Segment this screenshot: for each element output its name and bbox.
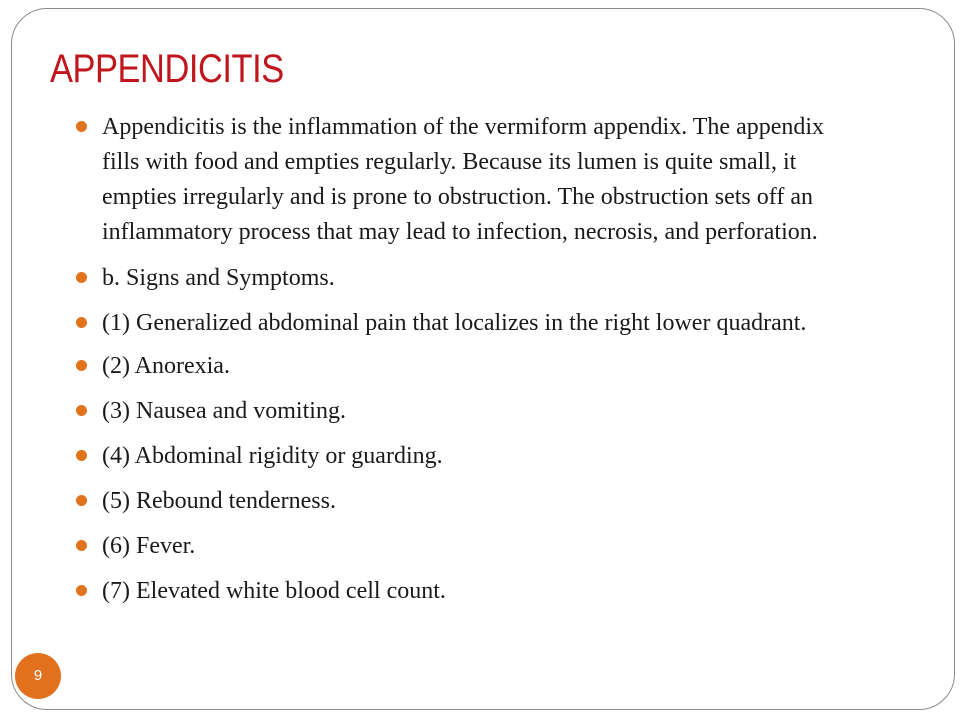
bullet-text: b. Signs and Symptoms. xyxy=(102,265,335,291)
bullet-dot-icon xyxy=(76,450,87,461)
bullet-item xyxy=(76,110,856,250)
bullet-text: (7) Elevated white blood cell count. xyxy=(102,578,446,604)
bullet-text: (5) Rebound tenderness. xyxy=(102,488,336,514)
bullet-item xyxy=(76,574,856,609)
bullet-text: (1) Generalized abdominal pain that localizes in the right lower quadrant. xyxy=(102,310,807,336)
bullet-list xyxy=(76,110,856,609)
bullet-dot-icon xyxy=(76,121,87,132)
bullet-text: Appendicitis is the inflammation of the vermiform appendix. The appendix fills with food and empties regularly. Because its lumen is quite small, it empties irregularly and is prone to obstruction. The obstruction sets off an inflammatory process that may lead to infection, necrosis, and perforation. xyxy=(102,114,825,245)
bullet-item xyxy=(76,394,856,429)
bullet-text: (3) Nausea and vomiting. xyxy=(102,398,346,424)
bullet-item xyxy=(76,529,856,564)
bullet-dot-icon xyxy=(76,405,87,416)
bullet-dot-icon xyxy=(76,272,87,283)
bullet-item xyxy=(76,261,856,296)
bullet-text: (6) Fever. xyxy=(102,533,196,559)
bullet-item xyxy=(76,439,856,474)
bullet-dot-icon xyxy=(76,360,87,371)
bullet-dot-icon xyxy=(76,540,87,551)
bullet-text: (2) Anorexia. xyxy=(102,353,230,379)
bullet-item xyxy=(76,349,856,384)
slide-title: APPENDICITIS xyxy=(50,47,284,91)
bullet-dot-icon xyxy=(76,585,87,596)
bullet-item xyxy=(76,306,856,341)
bullet-text: (4) Abdominal rigidity or guarding. xyxy=(102,443,443,469)
bullet-dot-icon xyxy=(76,495,87,506)
bullet-item xyxy=(76,484,856,519)
slide-number-badge: 9 xyxy=(15,653,61,699)
bullet-dot-icon xyxy=(76,317,87,328)
